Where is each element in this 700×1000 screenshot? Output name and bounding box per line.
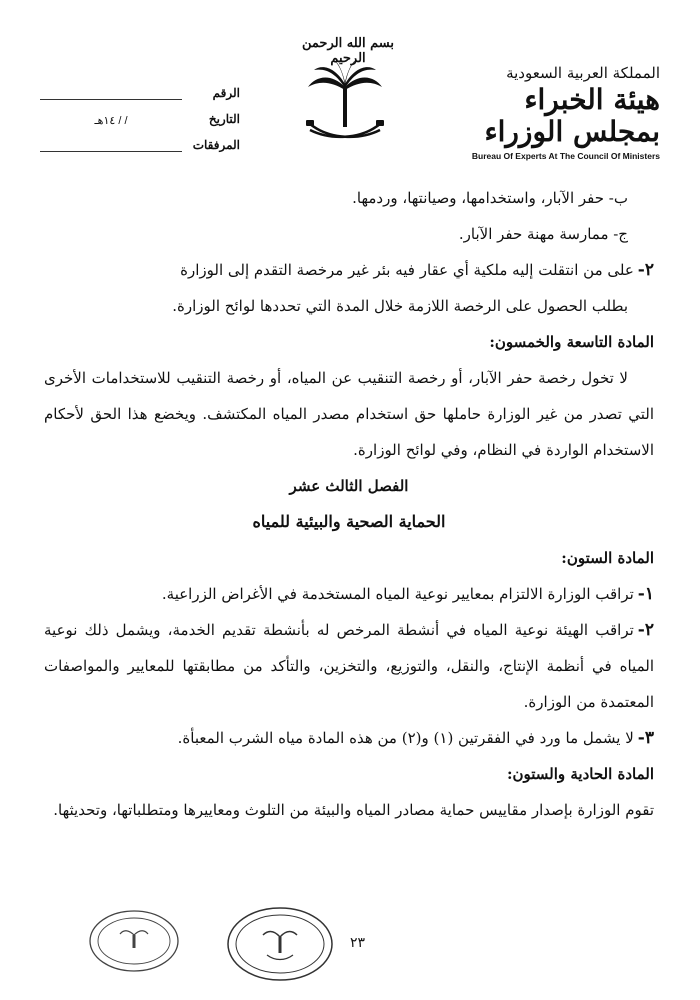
official-seal-stamp-icon <box>225 905 335 983</box>
number-label: الرقم <box>212 86 240 100</box>
article-60-item-1-text: تراقب الوزارة الالتزام بمعايير نوعية المياه المستخدمة في الأغراض الزراعية. <box>161 585 634 603</box>
date-label: التاريخ <box>208 112 240 126</box>
article-60-item-1 <box>44 576 654 612</box>
item-2-line1: على من انتقلت إليه ملكية أي عقار فيه بئر غير مرخصة التقدم إلى الوزارة <box>180 261 634 279</box>
secondary-seal-stamp-icon <box>88 908 180 974</box>
bureau-name-english: Bureau Of Experts At The Council Of Ministers <box>471 151 660 161</box>
article-60-item-2-text: تراقب الهيئة نوعية المياه في أنشطة المرخص له بأنشطة تقديم الخدمة، ويشمل ذلك نوعية المياه في أنظمة الإنتاج، والنقل، والتوزيع، والتخزين، والتأكد من مطابقتها للمعايير والمواصفات المعتمدة من الوزارة. <box>44 621 654 711</box>
item-2 <box>44 252 654 288</box>
article-60-item-3-number: ٣- <box>637 728 654 748</box>
item-2-number: ٢- <box>637 260 654 280</box>
article-60-item-3 <box>44 720 654 756</box>
date-field: / / ١٤هـ <box>94 115 128 127</box>
bureau-name-arabic: هيئة الخبراء بمجلس الوزراء <box>484 83 660 148</box>
page-number: ٢٣ <box>350 935 366 951</box>
article-60-item-2-number: ٢- <box>637 620 654 640</box>
article-60-item-1-number: ١- <box>637 584 654 604</box>
item-j: ج- ممارسة مهنة حفر الآبار. <box>458 225 628 243</box>
number-field <box>40 87 182 100</box>
article-59-heading: المادة التاسعة والخمسون: <box>489 333 654 351</box>
letterhead <box>0 22 700 161</box>
article-60-item-2 <box>44 612 654 720</box>
date-row <box>40 100 240 126</box>
attachments-field <box>40 139 182 152</box>
article-60-item-3-text: لا يشمل ما ورد في الفقرتين (١) و(٢) من هذه المادة مياه الشرب المعبأة. <box>177 729 634 747</box>
chapter-subtitle: الحماية الصحية والبيئية للمياه <box>252 512 446 531</box>
kingdom-name: المملكة العربية السعودية <box>506 64 660 82</box>
article-60-heading: المادة الستون: <box>561 549 654 567</box>
document-body <box>44 180 654 828</box>
article-61-text: تقوم الوزارة بإصدار مقاييس حماية مصادر المياه والبيئة من التلوث ومعاييرها ومتطلباتها، وتحديثها. <box>53 801 654 819</box>
article-59-text: لا تخول رخصة حفر الآبار، أو رخصة التنقيب عن المياه، أو رخصة التنقيب للاستخدامات الأخرى التي تصدر من غير الوزارة حاملها حق استخدام مصدر المياه المكتشف. ويخضع هذا الحق لأحكام الاستخدام الواردة في النظام، وفي لوائح الوزارة. <box>44 369 654 459</box>
letterhead-issuer <box>460 64 660 161</box>
attachments-row <box>40 126 240 152</box>
reference-block <box>40 74 240 152</box>
basmala: بسم الله الرحمن الرحيم <box>302 36 394 66</box>
article-61-heading: المادة الحادية والستون: <box>506 765 654 783</box>
number-row <box>40 74 240 100</box>
palm-and-swords-emblem-icon <box>300 32 390 152</box>
item-b: ب- حفر الآبار، واستخدامها، وصيانتها، وردمها. <box>352 189 628 207</box>
attachments-label: المرفقات <box>192 138 240 152</box>
item-2-continued: بطلب الحصول على الرخصة اللازمة خلال المدة التي تحددها لوائح الوزارة. <box>172 297 628 315</box>
chapter-title: الفصل الثالث عشر <box>289 477 409 495</box>
